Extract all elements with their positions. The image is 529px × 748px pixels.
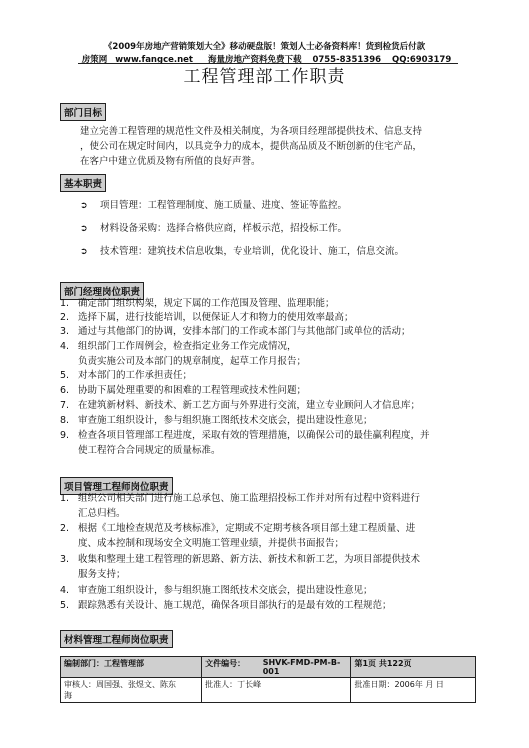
manager-duty-item: 9. 检查各项目管理部工程进度，采取有效的管理措施，以确保公司的最佳赢利程度，并 xyxy=(60,430,430,441)
manager-duty-continuation: 使工程符合合同规定的质量标准。 xyxy=(78,445,221,456)
manager-duty-item: 7. 在建筑新材料、新技术、新工艺方面与外界进行交流，建立专业顾问人才信息库； xyxy=(60,400,421,411)
dept-goal-line: 在客户中建立优质及物有所值的良好声誉。 xyxy=(80,156,261,167)
manager-duty-item: 3. 通过与其他部门的协调，安排本部门的工作或本部门与其他部门或单位的活动； xyxy=(60,326,411,337)
promo-header-line1: 《2009年房地产营销策划大全》移动硬盘版！策划人士必备资料库！货到检货后付款 xyxy=(103,42,426,52)
manager-duty-item: 1. 确定部门组织构架，规定下属的工作范围及管理、监理职能； xyxy=(60,298,335,309)
manager-duty-item: 2. 选择下属，进行技能培训，以便保证人才和物力的使用效率最高； xyxy=(60,312,354,323)
header-qq: QQ:6903179 xyxy=(392,55,452,65)
pm-duty-item: 2. 根据《工地检查规范及考核标准》，定期或不定期考核各项目部土建工程质量、进 xyxy=(60,523,416,534)
manager-duty-item: 5. 对本部门的工作承担责任； xyxy=(60,370,193,381)
table-cell: 第1页 共122页 xyxy=(351,657,476,678)
site-link[interactable]: www.fangce.net xyxy=(115,55,193,65)
bullet-item: ➲ 材料设备采购：选择合格供应商，样板示范，招投标工作。 xyxy=(80,223,348,234)
manager-duty-item: 4. 组织部门工作周例会，检查指定业务工作完成情况， xyxy=(60,341,297,352)
header-middle-text: 海量房地产资料免费下载 xyxy=(207,55,302,65)
table-cell: 批准日期：2006年 月 日 xyxy=(351,678,476,703)
table-row xyxy=(61,678,476,703)
pm-duty-continuation: 服务支持； xyxy=(78,569,126,580)
bullet-item: ➲ 项目管理：工程管理制度、施工质量、进度、签证等监控。 xyxy=(80,200,348,211)
pm-duty-item: 1. 组织公司相关部门进行施工总承包、施工监理招投标工作并对所有过程中资料进行 xyxy=(60,493,421,504)
document-control-table xyxy=(60,656,476,703)
table-row xyxy=(61,657,476,678)
section-heading-basic-duties: 基本职责 xyxy=(60,174,106,192)
table-cell: SHVK-FMD-PM-B-001 xyxy=(260,657,351,678)
section-heading-pm-engineer-duties: 项目管理工程师岗位职责 xyxy=(60,477,173,495)
section-heading-dept-goal: 部门目标 xyxy=(60,103,106,121)
page-title: 工程管理部工作职责 xyxy=(183,67,346,87)
pm-duty-continuation: 度、成本控制和现场安全文明施工管理业绩，并提供书面报告； xyxy=(78,538,345,549)
table-cell: 编制部门：工程管理部 xyxy=(61,657,202,678)
table-cell: 文件编号： xyxy=(202,657,260,678)
arrow-bullet-icon: ➲ xyxy=(80,247,88,257)
arrow-bullet-icon: ➲ xyxy=(80,224,88,234)
site-label: 房策网 www.fangce.net xyxy=(81,55,193,65)
dept-goal-line: 建立完善工程管理的规范性文件及相关制度，为各项目经理部提供技术、信息支持 xyxy=(80,126,423,137)
bullet-item: ➲ 技术管理：建筑技术信息收集，专业培训，优化设计、施工，信息交流。 xyxy=(80,246,405,257)
header-phone: 0755-8351396 xyxy=(312,55,382,65)
pm-duty-item: 4. 审查施工组织设计，参与组织施工图纸技术交底会，提出建设性意见； xyxy=(60,585,373,596)
manager-duty-continuation: 负责实施公司及本部门的规章制度，起草工作月报告； xyxy=(78,356,307,367)
arrow-bullet-icon: ➲ xyxy=(80,201,88,211)
table-cell: 审核人：周国强、张煜文、陈东 海 xyxy=(61,678,202,703)
section-heading-material-duties: 材料管理工程师岗位职责 xyxy=(60,630,173,648)
table-cell: 批准人：丁长峰 xyxy=(202,678,351,703)
pm-duty-item: 5. 跟踪熟悉有关设计、施工规范，确保各项目部执行的是最有效的工程规范； xyxy=(60,600,392,611)
pm-duty-continuation: 汇总归档。 xyxy=(78,508,126,519)
dept-goal-text xyxy=(80,124,480,169)
section-heading-manager-duties: 部门经理岗位职责 xyxy=(60,282,144,300)
pm-duty-item: 3. 收集和整理土建工程管理的新思路、新方法、新技术和新工艺，为项目部提供技术 xyxy=(60,554,421,565)
manager-duty-item: 8. 审查施工组织设计，参与组织施工图纸技术交底会，提出建设性意见； xyxy=(60,415,373,426)
manager-duty-item: 6. 协助下属处理重要的和困难的工程管理或技术性问题； xyxy=(60,385,307,396)
dept-goal-line: ，使公司在规定时间内，以具竞争力的成本，提供高品质及不断创新的住宅产品， xyxy=(80,141,423,152)
